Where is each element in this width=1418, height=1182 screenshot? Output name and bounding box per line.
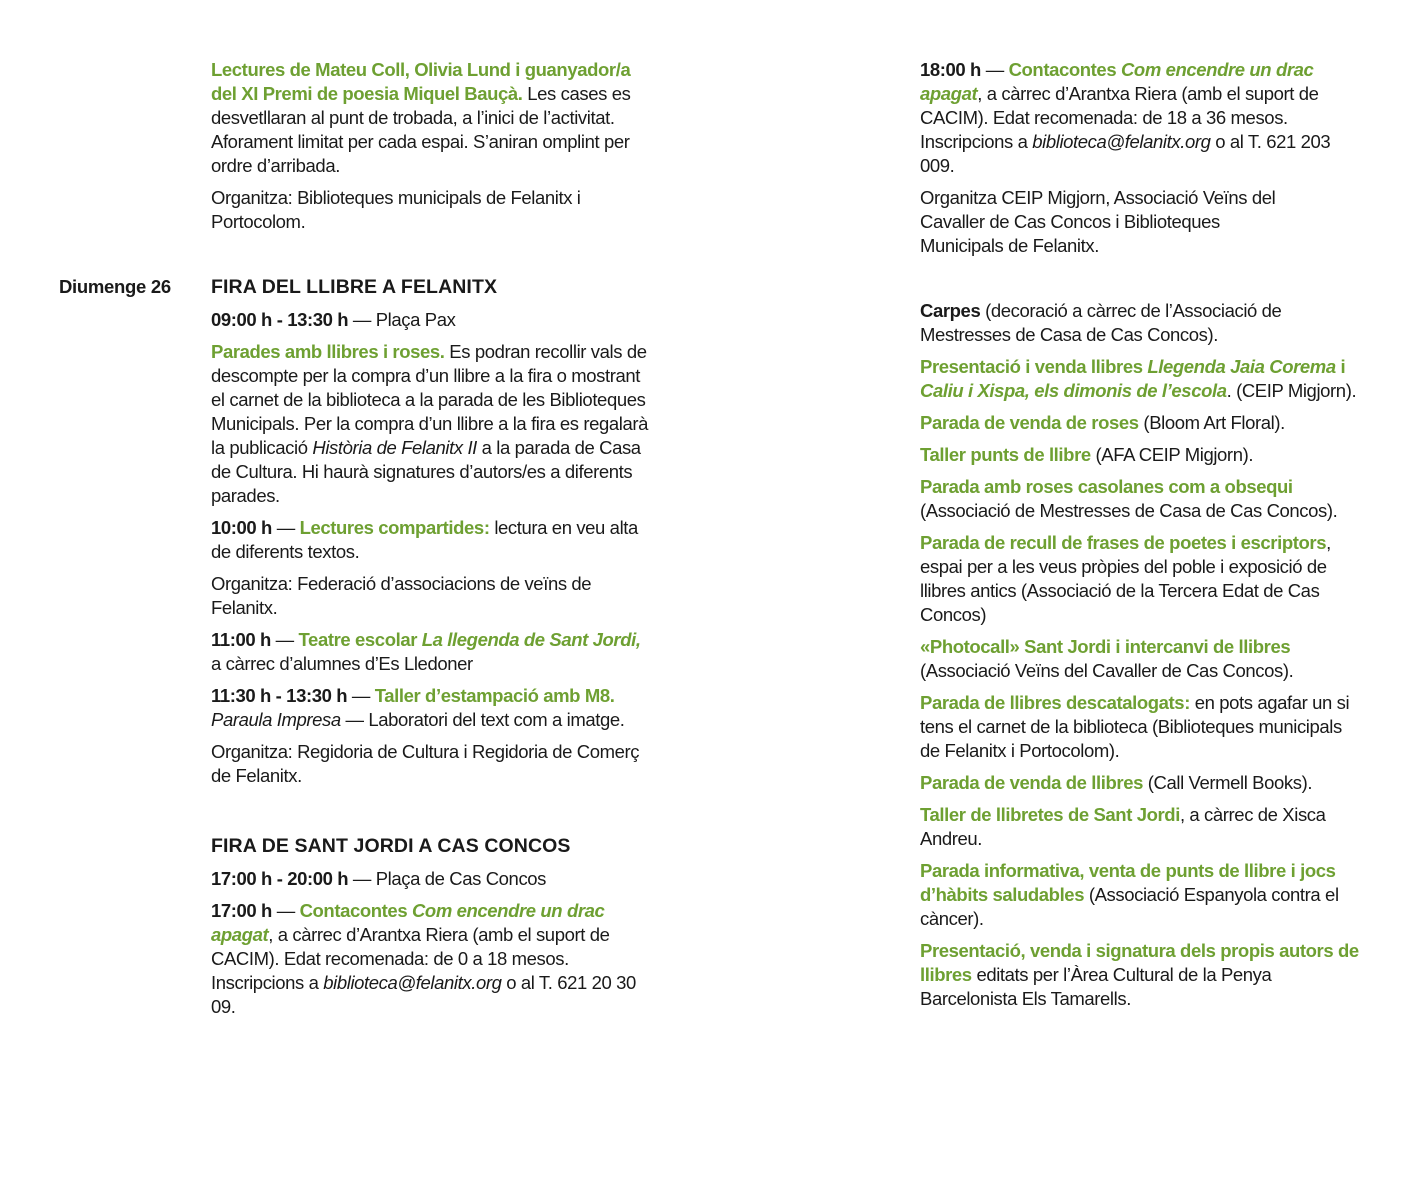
- llibretes-text: , a càrrec de Xisca Andreu.: [920, 804, 1326, 849]
- list-item: [920, 939, 1360, 1011]
- contacontes-text: , a càrrec d’Arantxa Riera (amb el suport de CACIM). Edat recomenada: de 18 a 36 mesos. Inscripcions a: [920, 83, 1319, 152]
- schedule-item: [920, 58, 1360, 178]
- pres-text: . (CEIP Migjorn).: [1226, 380, 1357, 401]
- punts-text: (AFA CEIP Migjorn).: [1090, 444, 1254, 465]
- teatre-italic: La llegenda de Sant Jordi,: [421, 629, 641, 650]
- pres-italic-2: Caliu i Xispa, els dimonis de l’escola: [920, 380, 1227, 401]
- section-heading-fira-concos: FIRA DE SANT JORDI A CAS CONCOS: [211, 835, 571, 857]
- dash: —: [270, 629, 299, 650]
- list-item: [920, 531, 1360, 627]
- parades-text-2: a la parada de Casa de Cultura. Hi haurà signatures d’autors/es a diferents parades.: [211, 437, 641, 506]
- list-item: [920, 691, 1360, 763]
- place: — Plaça Pax: [348, 309, 456, 330]
- parades-publication: Història de Felanitx II: [312, 437, 477, 458]
- casolanes-text: (Associació de Mestresses de Casa de Cas Concos).: [920, 500, 1338, 521]
- dash: —: [980, 59, 1009, 80]
- intro-title: Lectures de Mateu Coll, Olivia Lund i guanyador/a del XI Premi de poesia Miquel Bauçà.: [211, 59, 631, 104]
- list-item: [920, 635, 1360, 683]
- taller-italic: Paraula Impresa: [211, 709, 341, 730]
- parades-paragraph: [211, 340, 653, 508]
- carpes-text: (decoració a càrrec de l’Associació de Mestresses de Casa de Cas Concos).: [920, 300, 1282, 345]
- frases-text: , espai per a les veus pròpies del poble i exposició de llibres antics (Associació de la Tercera Edat de Cas Concos): [920, 532, 1331, 625]
- roses-title: Parada de venda de roses: [920, 412, 1139, 433]
- list-item: [920, 443, 1360, 467]
- punts-title: Taller punts de llibre: [920, 444, 1091, 465]
- dash: —: [271, 900, 300, 921]
- list-item: [920, 859, 1360, 931]
- carpes-title: Carpes: [920, 300, 981, 321]
- roses-text: (Bloom Art Floral).: [1138, 412, 1285, 433]
- time: 18:00 h: [920, 59, 981, 80]
- organizer: Organitza: Regidoria de Cultura i Regidoria de Comerç de Felanitx.: [211, 741, 640, 786]
- casolanes-title: Parada amb roses casolanes com a obsequi: [920, 476, 1293, 497]
- time: 17:00 h: [211, 900, 272, 921]
- pres-title: Presentació i venda llibres: [920, 356, 1148, 377]
- parades-text: Es podran recollir vals de descompte per la compra d’un llibre a la fira o mostrant el carnet de la biblioteca a la parada de les Biblioteques Municipals. Per la compra d’un llibre a la fira es regalarà la publicació: [211, 341, 649, 458]
- contacontes-title: Contacontes: [1008, 59, 1121, 80]
- intro-organizer: Organitza: Biblioteques municipals de Felanitx i Portocolom.: [211, 187, 581, 232]
- pres-italic-1: Llegenda Jaia Corema: [1147, 356, 1336, 377]
- contacontes-text: , a càrrec d’Arantxa Riera (amb el suport de CACIM). Edat recomenada: de 0 a 18 mesos. Inscripcions a: [211, 924, 610, 993]
- right-column: [920, 58, 1360, 266]
- signatura-title: Presentació, venda i signatura dels propis autors de llibres: [920, 940, 1359, 985]
- list-item: [920, 771, 1360, 795]
- descat-title: Parada de llibres descatalogats:: [920, 692, 1190, 713]
- left-column-fira-llibre: [211, 274, 653, 796]
- day-label: Diumenge 26: [59, 276, 171, 297]
- schedule-item: [211, 684, 653, 732]
- taller-title: Taller d’estampació amb M8.: [374, 685, 615, 706]
- llibres-title: Parada de venda de llibres: [920, 772, 1144, 793]
- time: 10:00 h: [211, 517, 272, 538]
- parades-title: Parades amb llibres i roses.: [211, 341, 445, 362]
- time: 09:00 h - 13:30 h: [211, 309, 349, 330]
- time: 11:30 h - 13:30 h: [211, 685, 348, 706]
- teatre-text: a càrrec d’alumnes d’Es Lledoner: [211, 653, 473, 674]
- photocall-title: «Photocall» Sant Jordi i intercanvi de llibres: [920, 636, 1291, 657]
- taller-text: — Laboratori del text com a imatge.: [340, 709, 625, 730]
- schedule-item: [211, 516, 653, 564]
- lectures-title: Lectures compartides:: [299, 517, 490, 538]
- time: 17:00 h - 20:00 h: [211, 868, 349, 889]
- place: — Plaça de Cas Concos: [348, 868, 547, 889]
- dash: —: [347, 685, 375, 706]
- email-link[interactable]: biblioteca@felanitx.org: [323, 972, 502, 993]
- photocall-text: (Associació Veïns del Cavaller de Cas Concos).: [920, 660, 1294, 681]
- right-column-list: [920, 299, 1360, 1019]
- info-title: Parada informativa, venta de punts de llibre i jocs d’hàbits saludables: [920, 860, 1336, 905]
- left-column: [211, 58, 653, 242]
- lectures-text: lectura en veu alta de diferents textos.: [211, 517, 638, 562]
- contacontes-phone: o al T. 621 203 009.: [920, 131, 1331, 176]
- schedule-item: [211, 308, 653, 332]
- list-item: [920, 475, 1360, 523]
- schedule-item: [211, 628, 653, 676]
- list-item: [920, 299, 1360, 347]
- descat-text: en pots agafar un si tens el carnet de la biblioteca (Biblioteques municipals de Felanitx i Portocolom).: [920, 692, 1350, 761]
- list-item: [920, 355, 1360, 403]
- intro-paragraph: [211, 58, 653, 178]
- dash: —: [271, 517, 300, 538]
- section-heading-fira-llibre: FIRA DEL LLIBRE A FELANITX: [211, 276, 498, 298]
- organizer: Organitza CEIP Migjorn, Associació Veïns del Cavaller de Cas Concos i Biblioteques Municipals de Felanitx.: [920, 187, 1276, 256]
- pres-and: i: [1335, 356, 1346, 377]
- frases-title: Parada de recull de frases de poetes i escriptors: [920, 532, 1327, 553]
- time: 11:00 h: [211, 629, 271, 650]
- list-item: [920, 803, 1360, 851]
- info-text: (Associació Espanyola contra el càncer).: [920, 884, 1339, 929]
- schedule-item: [211, 899, 653, 1019]
- schedule-item: [211, 867, 653, 891]
- organizer: Organitza: Federació d’associacions de veïns de Felanitx.: [211, 573, 592, 618]
- teatre-title: Teatre escolar: [298, 629, 422, 650]
- contacontes-italic: Com encendre un drac apagat: [211, 900, 605, 945]
- contacontes-italic: Com encendre un drac apagat: [920, 59, 1314, 104]
- contacontes-phone: o al T. 621 20 30 09.: [211, 972, 636, 1017]
- left-column-fira-concos: [211, 833, 653, 1027]
- llibres-text: (Call Vermell Books).: [1143, 772, 1313, 793]
- llibretes-title: Taller de llibretes de Sant Jordi: [920, 804, 1180, 825]
- email-link[interactable]: biblioteca@felanitx.org: [1032, 131, 1211, 152]
- signatura-text: editats per l’Àrea Cultural de la Penya Barcelonista Els Tamarells.: [920, 964, 1272, 1009]
- intro-text: Les cases es desvetllaran al punt de trobada, a l’inici de l’activitat. Aforament limitat per cada espai. S’aniran omplint per ordre d’arribada.: [211, 83, 631, 176]
- contacontes-title: Contacontes: [299, 900, 412, 921]
- list-item: [920, 411, 1360, 435]
